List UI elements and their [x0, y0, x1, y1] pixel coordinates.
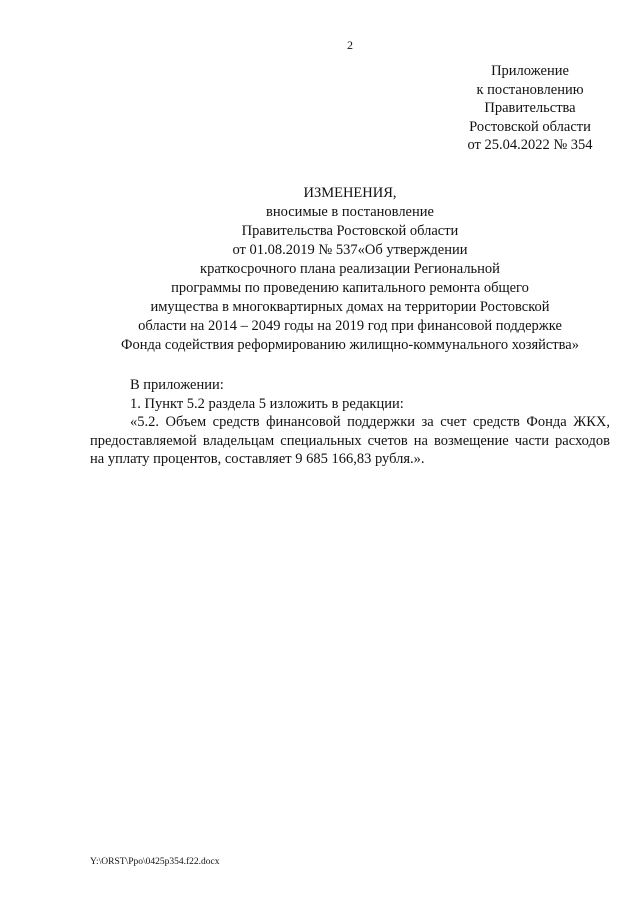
title-line: программы по проведению капитального ремонта общего: [171, 280, 529, 296]
title-line: от 01.08.2019 № 537«Об утверждении: [232, 242, 468, 258]
appendix-line: Правительства: [484, 100, 576, 116]
appendix-block: [430, 62, 630, 155]
body-item: 1. Пункт 5.2 раздела 5 изложить в редакции:: [130, 395, 404, 412]
document-body: [90, 376, 610, 469]
body-intro: В приложении:: [130, 377, 224, 393]
appendix-line: Приложение: [491, 63, 569, 79]
title-line: краткосрочного плана реализации Региональной: [200, 261, 500, 277]
title-line: области на 2014 – 2049 годы на 2019 год при финансовой поддержке: [138, 318, 562, 334]
appendix-line: к постановлению: [476, 81, 584, 98]
body-quote: «5.2. Объем средств финансовой поддержки за счет средств Фонда ЖКХ, предоставляемой владельцам специальных счетов на возмещение части расходов на уплату процентов, составляет 9 685 166,83 рубля.».: [90, 414, 610, 467]
page-number: 2: [347, 38, 353, 52]
appendix-line: от 25.04.2022 № 354: [467, 137, 593, 153]
document-title: [90, 184, 610, 355]
title-heading: ИЗМЕНЕНИЯ,: [303, 185, 397, 201]
title-line: вносимые в постановление: [266, 204, 434, 220]
title-line: имущества в многоквартирных домах на территории Ростовской: [150, 299, 550, 315]
title-line: Фонда содействия реформированию жилищно-коммунального хозяйства»: [121, 337, 579, 353]
title-line: Правительства Ростовской области: [241, 223, 459, 239]
appendix-line: Ростовской области: [469, 118, 591, 135]
file-path-footer: Y:\ORST\Ppo\0425p354.f22.docx: [90, 857, 220, 867]
